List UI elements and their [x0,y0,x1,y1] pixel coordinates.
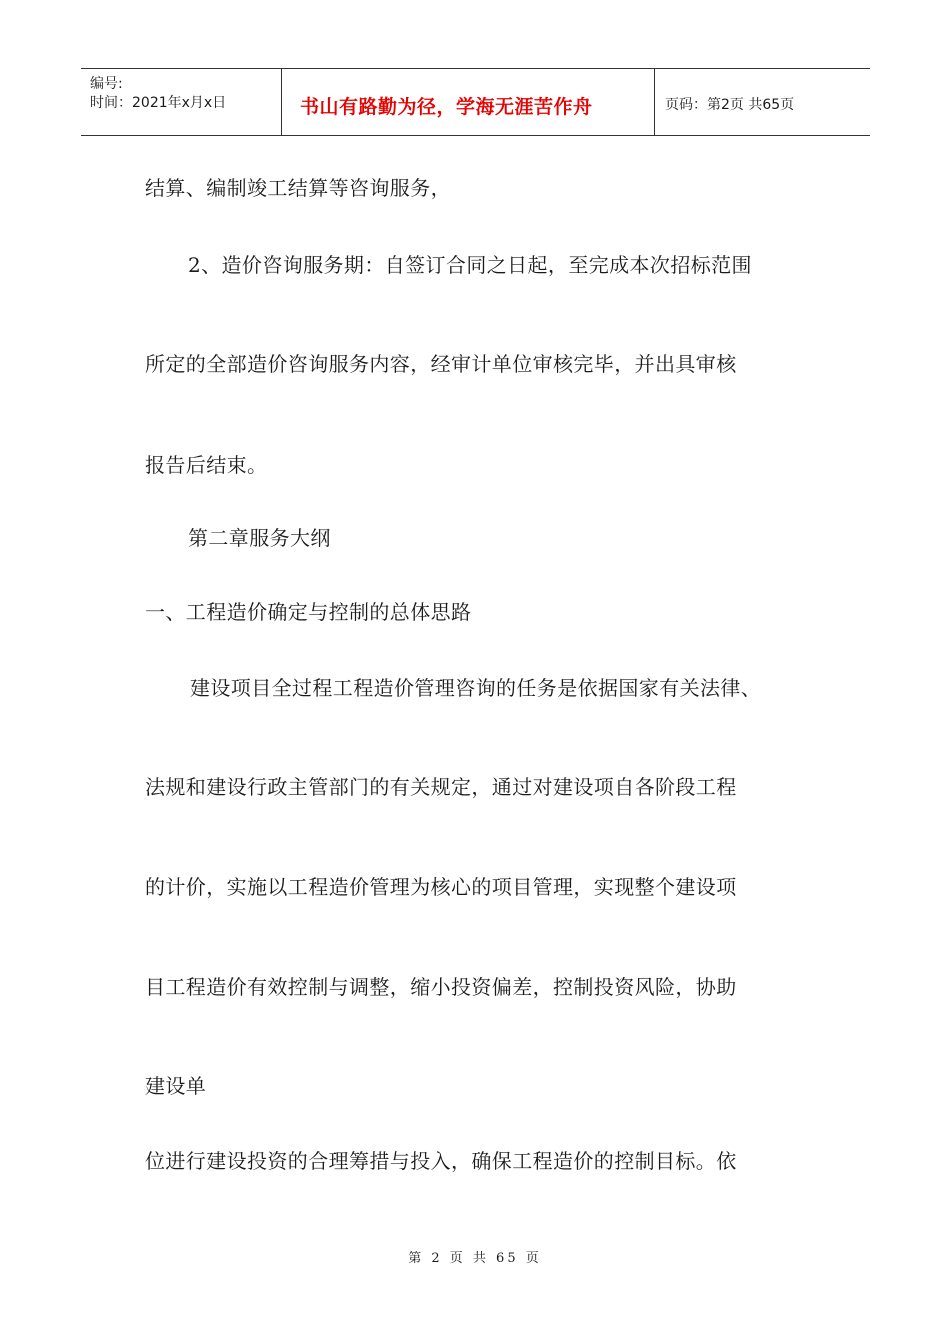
page-footer: 第 2 页 共 65 页 [408,1251,542,1266]
body-line: 的计价，实施以工程造价管理为核心的项目管理，实现整个建设项 [145,875,737,899]
body-line: 建设项目全过程工程造价管理咨询的任务是依据国家有关法律、 [190,676,762,700]
document-time-label: 时间：2021年x月x日 [90,95,227,111]
body-line: 位进行建设投资的合理筹措与投入，确保工程造价的控制目标。依 [145,1149,737,1173]
body-line: 所定的全部造价咨询服务内容，经审计单位审核完毕，并出具审核 [145,352,737,376]
body-line: 结算、编制竣工结算等咨询服务， [145,176,451,200]
section-heading: 第二章服务大纲 [188,526,331,550]
subsection-heading: 一、工程造价确定与控制的总体思路 [145,600,472,624]
document-code-label: 编号: [90,76,123,92]
body-line: 建设单 [145,1074,207,1098]
header-page-number: 页码：第2页 共65页 [665,97,795,113]
body-line: 目工程造价有效控制与调整，缩小投资偏差，控制投资风险，协助 [145,975,737,999]
header-motto: 书山有路勤为径，学海无涯苦作舟 [300,96,593,118]
header-table [81,68,870,136]
body-line: 报告后结束。 [145,453,268,477]
body-line: 2、造价咨询服务期：自签订合同之日起，至完成本次招标范围 [188,253,752,277]
header-info-cell [81,69,282,135]
body-line: 法规和建设行政主管部门的有关规定，通过对建设项自各阶段工程 [145,775,737,799]
header-motto-cell [282,69,655,135]
header-page-cell [655,69,870,135]
